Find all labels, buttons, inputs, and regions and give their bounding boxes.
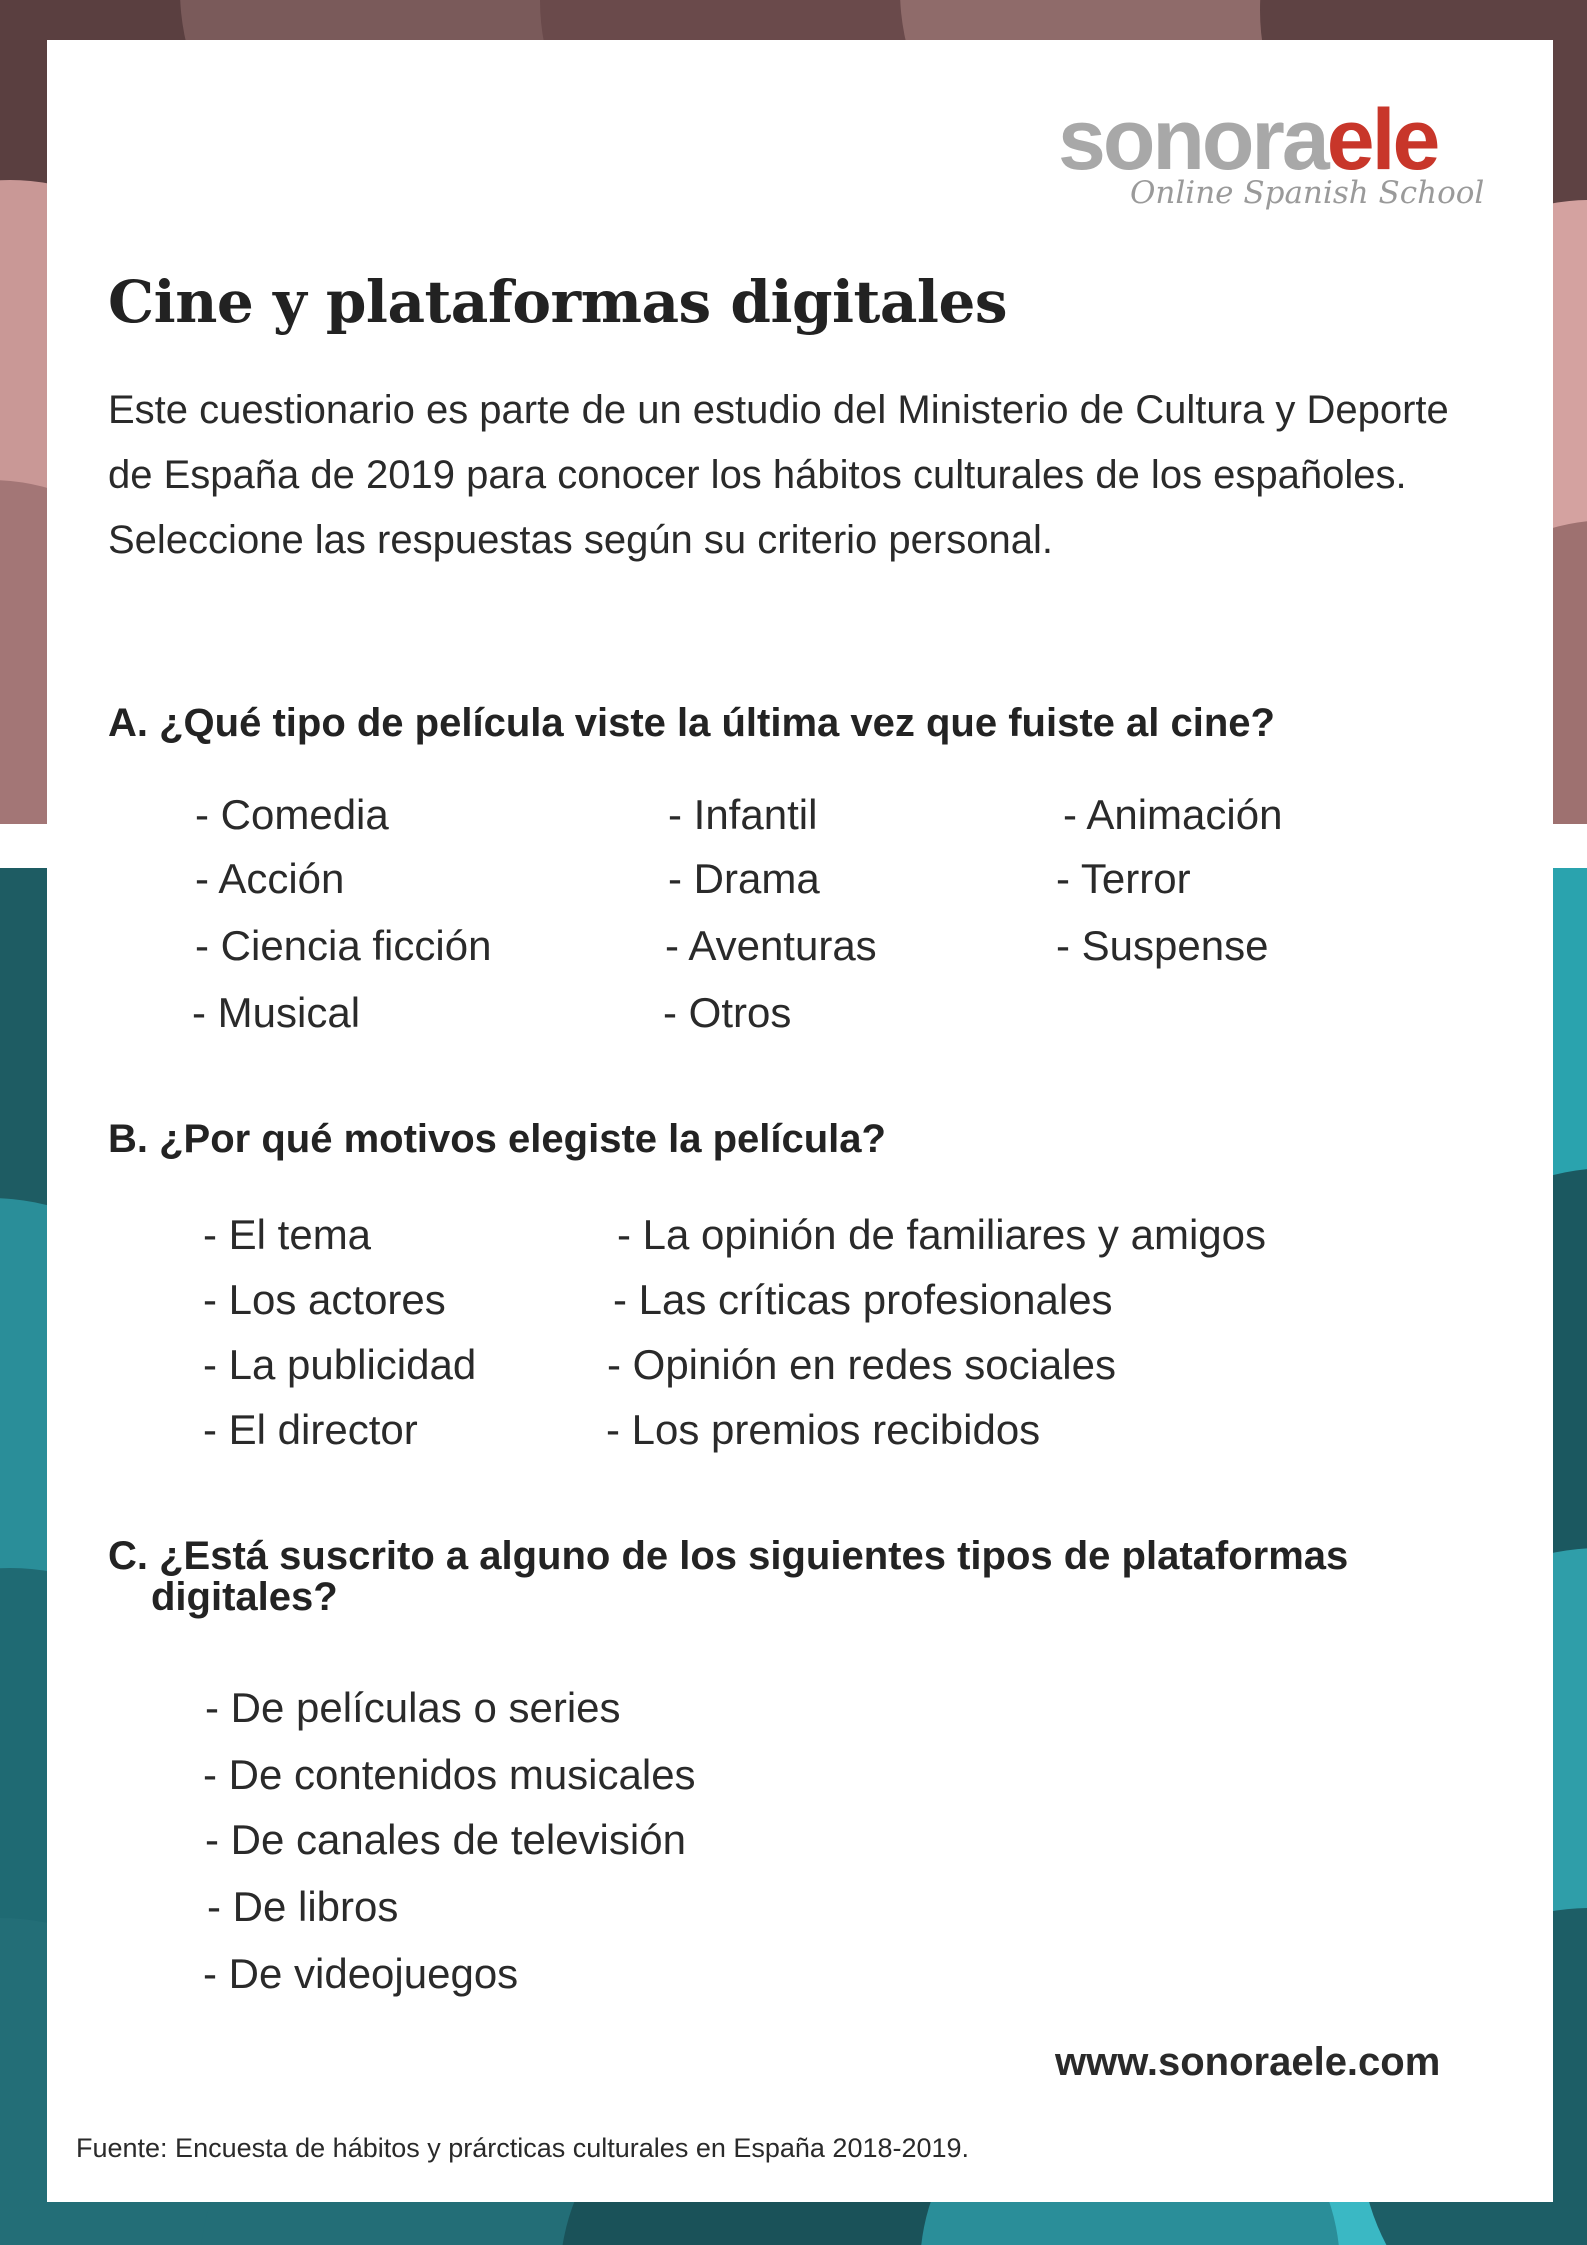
intro-instruction: Seleccione las respuestas según su criterio personal. [108,518,1053,562]
option-a-animacion[interactable]: - Animación [1063,791,1283,838]
intro-paragraph: Este cuestionario es parte de un estudio del Ministerio de Cultura y Deporte de España de 2019 para conocer los hábitos culturales de los españoles. [108,388,1449,497]
option-a-comedia[interactable]: - Comedia [195,791,389,838]
option-c-television[interactable]: - De canales de televisión [205,1816,686,1863]
option-c-videojuegos[interactable]: - De videojuegos [203,1950,519,1997]
option-b-premios[interactable]: - Los premios recibidos [606,1406,1041,1453]
option-b-opinion-familiares[interactable]: - La opinión de familiares y amigos [617,1211,1266,1258]
option-a-ciencia-ficcion[interactable]: - Ciencia ficción [195,922,492,969]
option-b-director[interactable]: - El director [203,1406,418,1453]
logo-tagline: Online Spanish School [1130,175,1485,211]
option-b-tema[interactable]: - El tema [203,1211,372,1258]
page-title: Cine y plataformas digitales [108,268,1008,336]
option-a-musical[interactable]: - Musical [192,989,361,1036]
option-b-redes-sociales[interactable]: - Opinión en redes sociales [607,1341,1116,1388]
question-a: A. ¿Qué tipo de película viste la última vez que fuiste al cine? [108,701,1275,745]
option-a-aventuras[interactable]: - Aventuras [665,922,877,969]
logo-ele: ele [1326,92,1438,188]
option-a-otros[interactable]: - Otros [663,989,792,1036]
question-c-line1: C. ¿Está suscrito a alguno de los siguientes tipos de plataformas [108,1534,1349,1578]
intro-text [108,378,1488,573]
sonoraele-logo [1058,92,1498,220]
option-c-libros[interactable]: - De libros [207,1883,399,1930]
website-link[interactable]: www.sonoraele.com [1055,2040,1441,2084]
option-a-suspense[interactable]: - Suspense [1056,922,1269,969]
option-b-criticas[interactable]: - Las críticas profesionales [613,1276,1113,1323]
option-c-peliculas-series[interactable]: - De películas o series [205,1684,621,1731]
option-c-musicales[interactable]: - De contenidos musicales [203,1751,696,1798]
question-b: B. ¿Por qué motivos elegiste la película? [108,1117,886,1161]
option-b-actores[interactable]: - Los actores [203,1276,446,1323]
option-a-terror[interactable]: - Terror [1056,855,1191,902]
source-note: Fuente: Encuesta de hábitos y prárcticas culturales en España 2018-2019. [76,2133,970,2163]
option-a-infantil[interactable]: - Infantil [668,791,818,838]
option-b-publicidad[interactable]: - La publicidad [203,1341,477,1388]
question-c-line2: digitales? [151,1575,338,1619]
option-a-accion[interactable]: - Acción [195,855,345,902]
logo-sonora: sonora [1058,92,1327,188]
option-a-drama[interactable]: - Drama [668,855,820,902]
